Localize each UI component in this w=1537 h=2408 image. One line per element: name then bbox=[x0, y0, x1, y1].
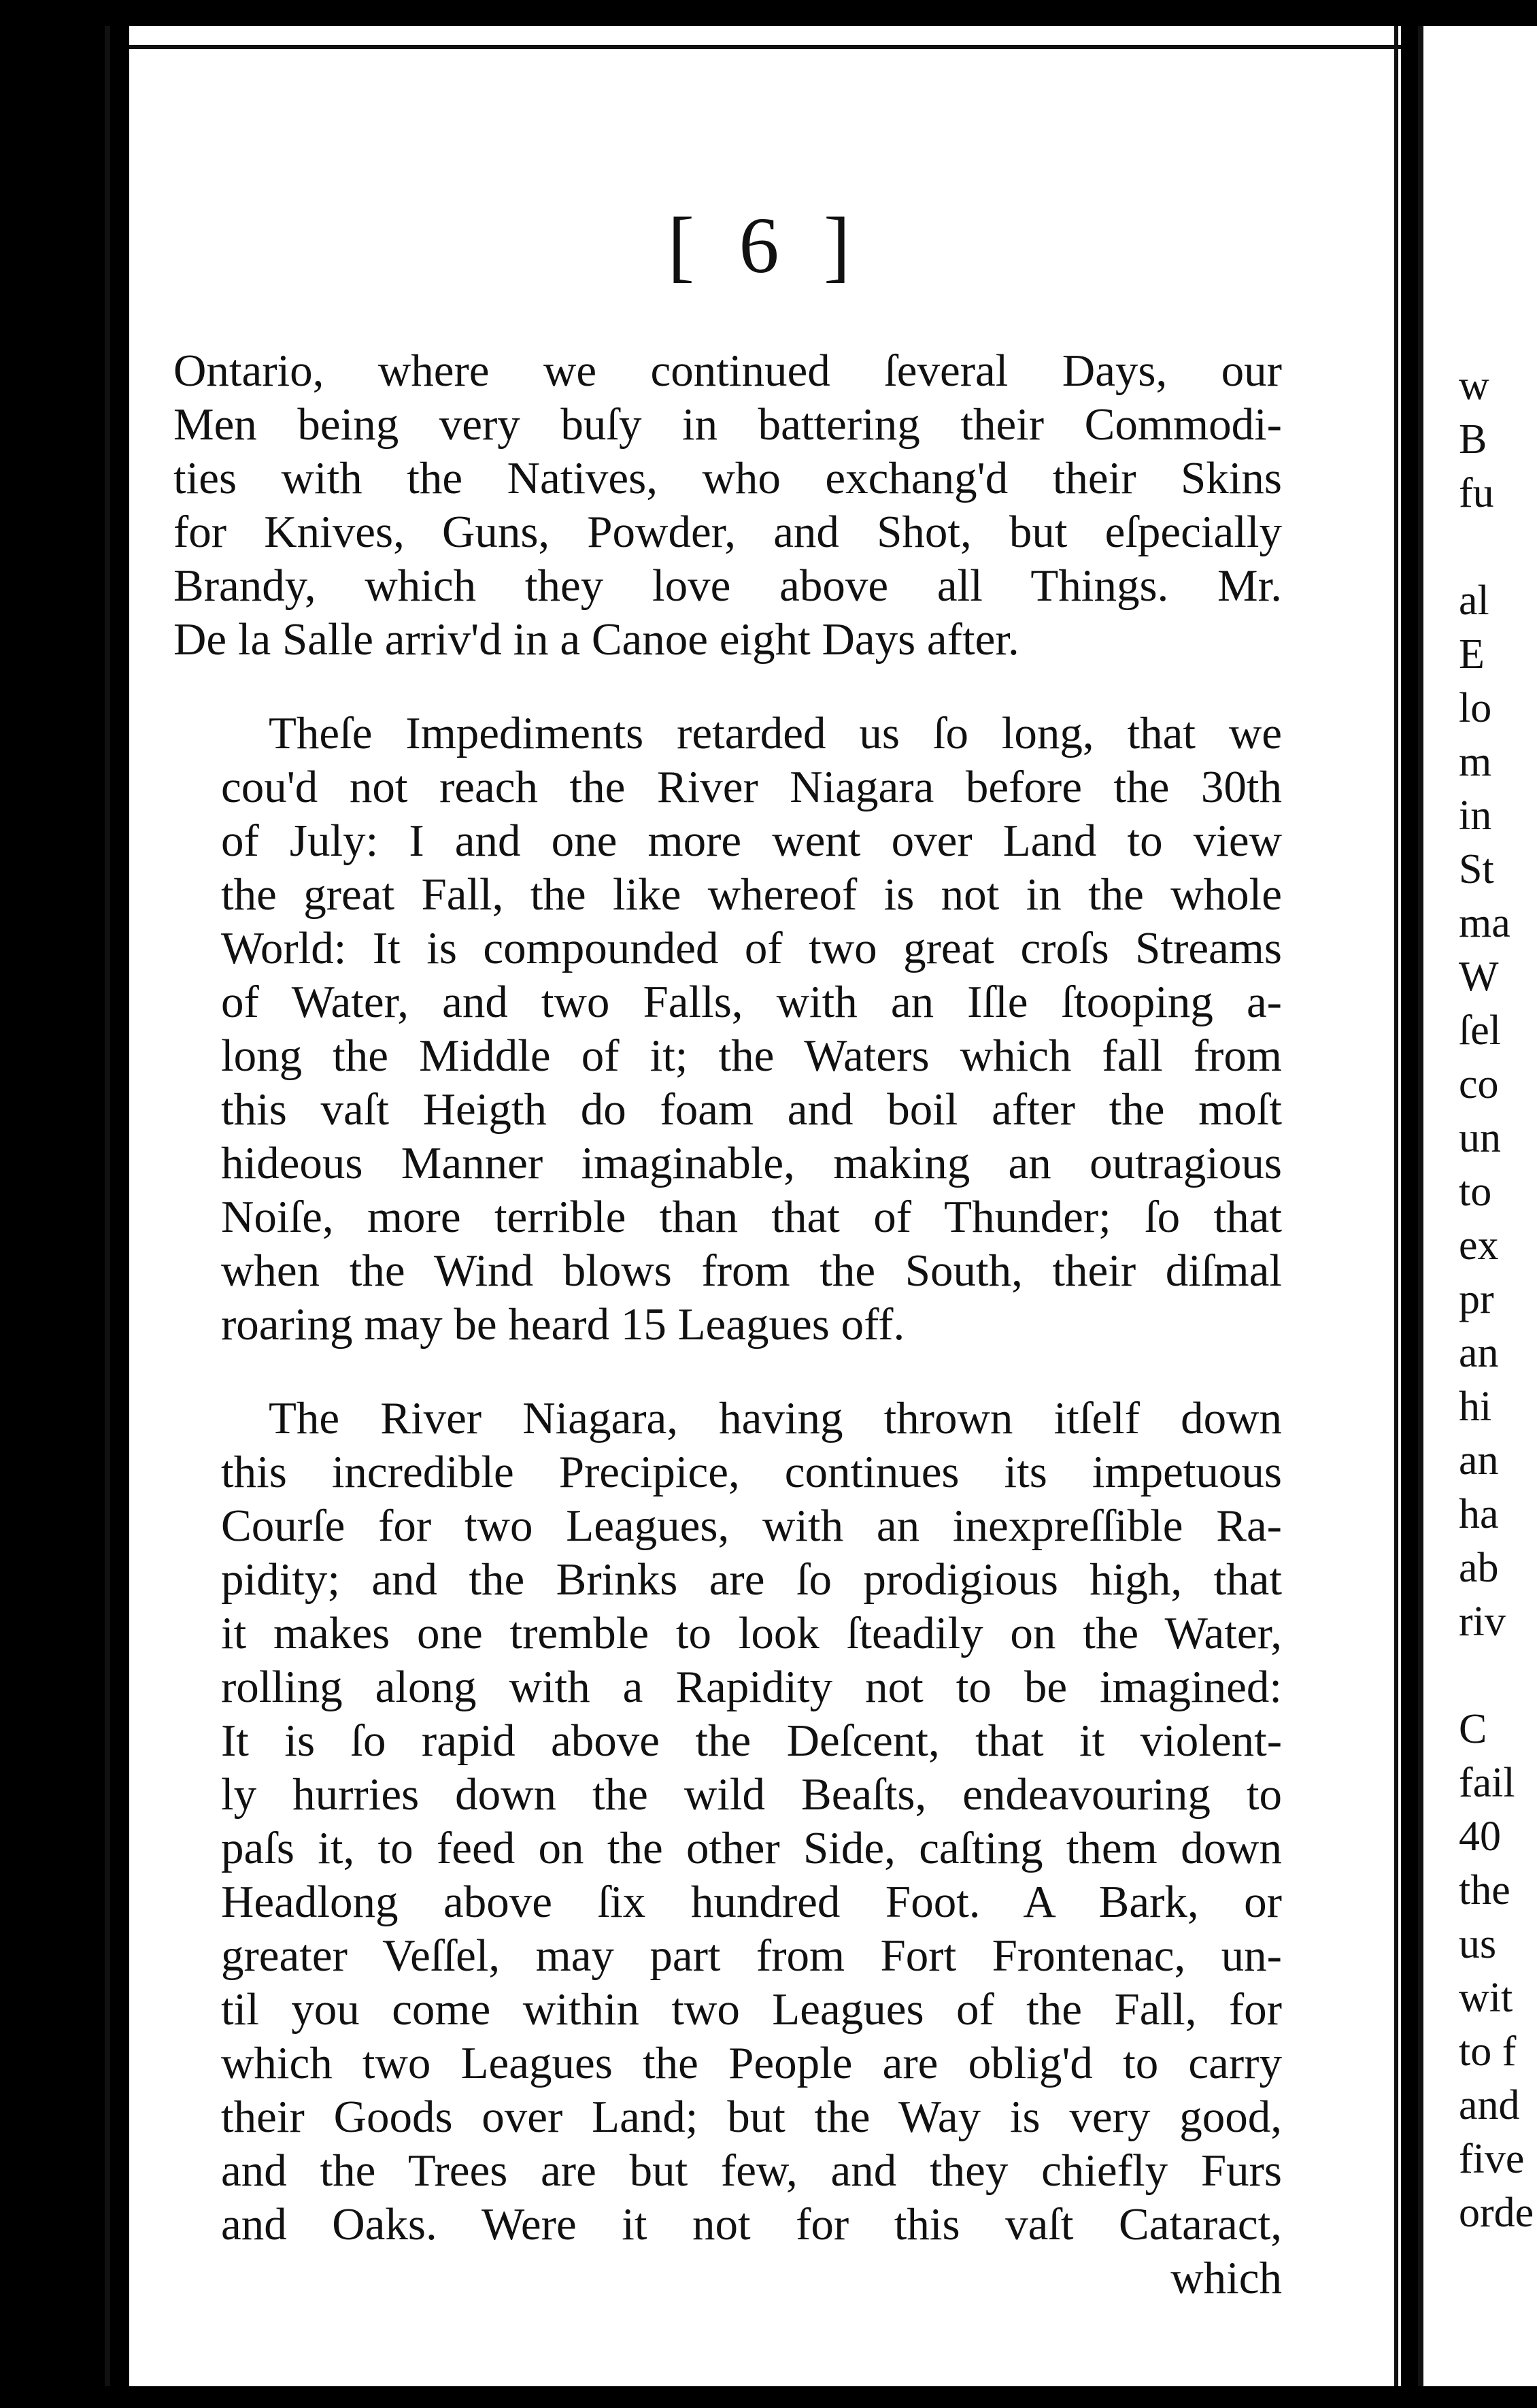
facing-fragment: co bbox=[1459, 1061, 1499, 1107]
text-line: it makes one tremble to look ſteadily on the Water, bbox=[221, 1608, 1282, 1658]
facing-fragment: C bbox=[1459, 1706, 1487, 1752]
text-line: the great Fall, the like whereof is not in the whole bbox=[221, 869, 1282, 920]
text-line: when the Wind blows from the South, their diſmal bbox=[221, 1245, 1282, 1296]
facing-page-fragments bbox=[1459, 359, 1534, 2240]
text-line: this vaſt Heigth do foam and boil after the moſt bbox=[221, 1084, 1282, 1135]
facing-fragment: five bbox=[1459, 2136, 1525, 2182]
text-line: It is ſo rapid above the Deſcent, that it violent- bbox=[221, 1716, 1282, 1766]
left-border-line bbox=[105, 26, 110, 2386]
facing-fragment: wit bbox=[1459, 1975, 1513, 2021]
top-border-line bbox=[129, 45, 1401, 49]
facing-fragment: ha bbox=[1459, 1491, 1499, 1537]
text-line: of July: I and one more went over Land to view bbox=[221, 816, 1282, 866]
text-line: ties with the Natives, who exchang'd their Skins bbox=[173, 453, 1282, 503]
facing-fragment: fail bbox=[1459, 1760, 1515, 1806]
facing-fragment: in bbox=[1459, 792, 1492, 839]
text-line: their Goods over Land; but the Way is very good, bbox=[221, 2092, 1282, 2142]
facing-fragment: to bbox=[1459, 1169, 1492, 1215]
facing-fragment: ma bbox=[1459, 900, 1510, 946]
text-line: and the Trees are but few, and they chiefly Furs bbox=[221, 2145, 1282, 2196]
facing-fragment: an bbox=[1459, 1330, 1499, 1376]
text-line: of Water, and two Falls, with an Iſle ſtooping a- bbox=[221, 977, 1282, 1027]
facing-fragment: the bbox=[1459, 1867, 1510, 1913]
text-line: hideous Manner imaginable, making an outragious bbox=[221, 1138, 1282, 1188]
facing-fragment: hi bbox=[1459, 1384, 1492, 1430]
facing-fragment: fu bbox=[1459, 470, 1494, 516]
facing-fragment: to f bbox=[1459, 2028, 1517, 2075]
text-line: this incredible Precipice, continues its impetuous bbox=[221, 1447, 1282, 1497]
text-line: pidity; and the Brinks are ſo prodigious high, that bbox=[221, 1554, 1282, 1605]
facing-fragment: ſel bbox=[1459, 1007, 1501, 1054]
text-line: Men being very buſy in battering their Commodi- bbox=[173, 399, 1282, 450]
text-line: and Oaks. Were it not for this vaſt Cataract, bbox=[221, 2199, 1282, 2250]
text-line: Theſe Impediments retarded us ſo long, that we bbox=[269, 708, 1282, 758]
facing-fragment: lo bbox=[1459, 685, 1492, 731]
paragraph-3 bbox=[173, 1392, 1282, 2305]
text-line: roaring may be heard 15 Leagues off. bbox=[221, 1299, 905, 1350]
facing-fragment: ab bbox=[1459, 1545, 1499, 1591]
text-line: ly hurries down the wild Beaſts, endeavouring to bbox=[221, 1769, 1282, 1820]
facing-fragment: m bbox=[1459, 739, 1492, 785]
text-line: Noiſe, more terrible than that of Thunder; ſo that bbox=[221, 1192, 1282, 1242]
facing-fragment: W bbox=[1459, 954, 1499, 1000]
facing-fragment: un bbox=[1459, 1115, 1501, 1161]
facing-fragment: pr bbox=[1459, 1276, 1494, 1322]
facing-fragment: and bbox=[1459, 2082, 1520, 2128]
page-number: [ 6 ] bbox=[667, 201, 863, 290]
text-line: for Knives, Guns, Powder, and Shot, but eſpecially bbox=[173, 507, 1282, 557]
text-line: The River Niagara, having thrown itſelf down bbox=[269, 1393, 1282, 1443]
text-line: rolling along with a Rapidity not to be imagined: bbox=[221, 1662, 1282, 1712]
text-line: which two Leagues the People are oblig'd to carry bbox=[221, 2038, 1282, 2088]
page-body-text bbox=[173, 344, 1282, 2345]
text-line: greater Veſſel, may part from Fort Frontenac, un- bbox=[221, 1930, 1282, 1981]
facing-fragment bbox=[1459, 1649, 1534, 1703]
catchword: which bbox=[1170, 2253, 1282, 2303]
facing-fragment: al bbox=[1459, 578, 1489, 624]
facing-page-edge bbox=[1418, 26, 1423, 2386]
book-page bbox=[129, 26, 1401, 2386]
facing-page bbox=[1418, 26, 1537, 2386]
text-line: paſs it, to feed on the other Side, caſting them down bbox=[221, 1823, 1282, 1873]
facing-fragment: orde bbox=[1459, 2190, 1534, 2236]
text-line: Brandy, which they love above all Things. Mr. bbox=[173, 561, 1282, 611]
facing-fragment bbox=[1459, 520, 1534, 574]
facing-fragment: 40 bbox=[1459, 1813, 1501, 1860]
facing-fragment: riv bbox=[1459, 1599, 1506, 1645]
paragraph-2 bbox=[173, 707, 1282, 1352]
right-border-line bbox=[1394, 26, 1398, 2386]
text-line: til you come within two Leagues of the Fall, for bbox=[221, 1984, 1282, 2035]
text-line: long the Middle of it; the Waters which fall from bbox=[221, 1031, 1282, 1081]
text-line: Ontario, where we continued ſeveral Days, our bbox=[173, 346, 1282, 396]
text-line: Courſe for two Leagues, with an inexpreſſible Ra- bbox=[221, 1501, 1282, 1551]
text-line: cou'd not reach the River Niagara before the 30th bbox=[221, 762, 1282, 812]
facing-fragment: w bbox=[1459, 363, 1489, 409]
facing-fragment: an bbox=[1459, 1437, 1499, 1484]
text-line: Headlong above ſix hundred Foot. A Bark, or bbox=[221, 1877, 1282, 1927]
facing-fragment: us bbox=[1459, 1921, 1497, 1967]
paragraph-1 bbox=[173, 344, 1282, 667]
text-line: World: It is compounded of two great croſs Streams bbox=[221, 923, 1282, 973]
facing-fragment: B bbox=[1459, 416, 1487, 463]
text-line: De la Salle arriv'd in a Canoe eight Days after. bbox=[173, 614, 1019, 665]
facing-fragment: E bbox=[1459, 631, 1485, 678]
facing-fragment: St bbox=[1459, 846, 1494, 892]
facing-fragment: ex bbox=[1459, 1222, 1499, 1269]
